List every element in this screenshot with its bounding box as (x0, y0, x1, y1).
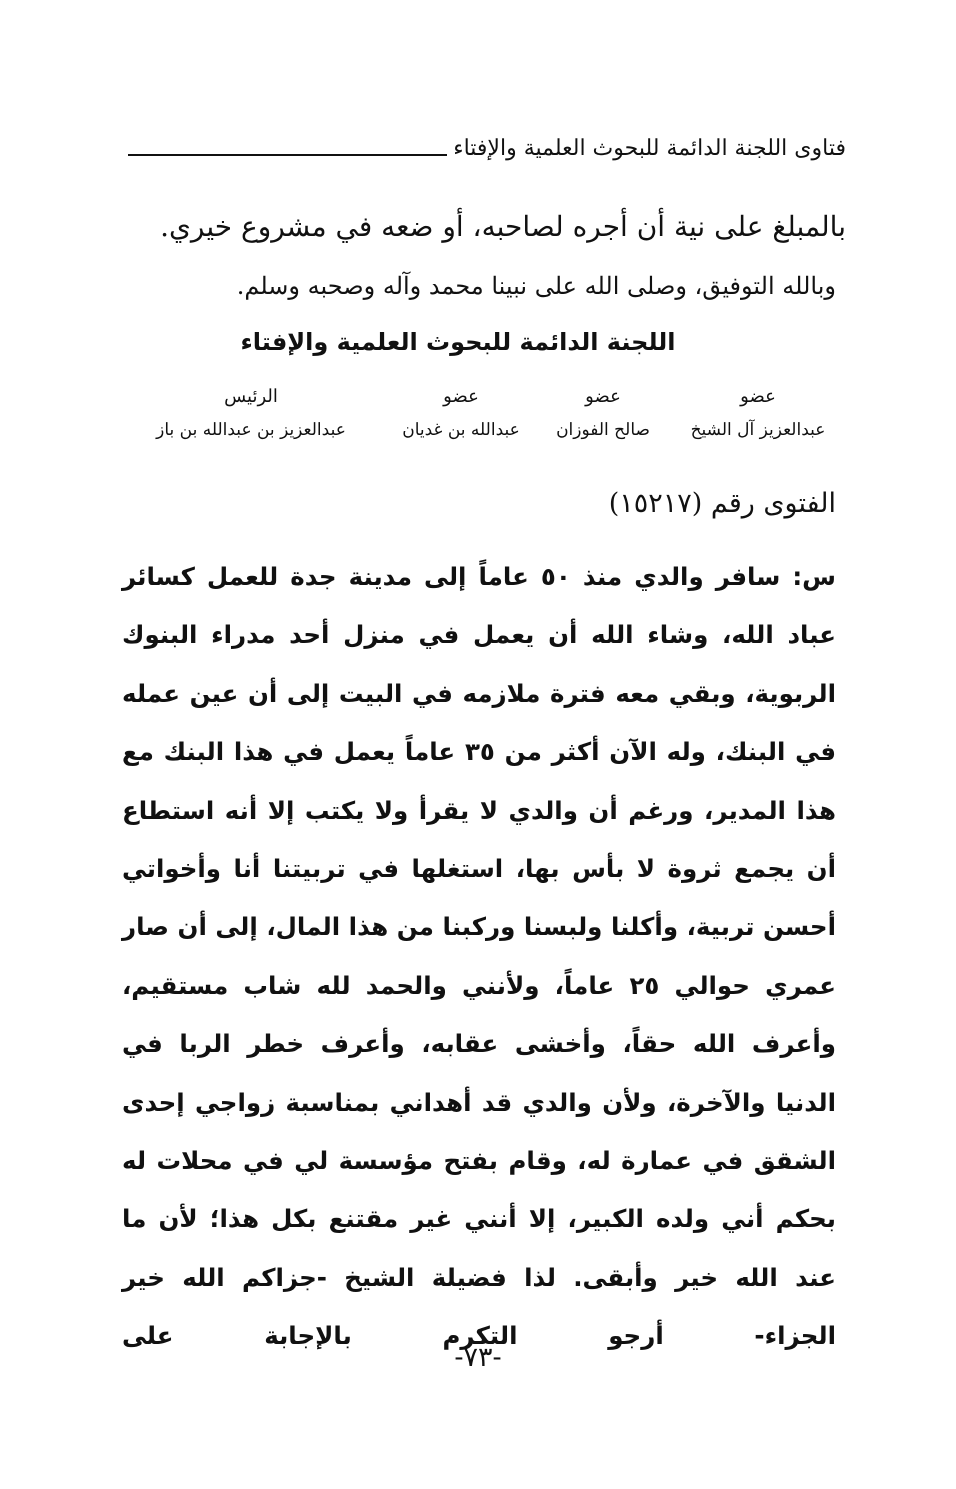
running-title: فتاوى اللجنة الدائمة للبحوث العلمية والإفتاء (453, 135, 846, 161)
signatory-role: عضو (585, 386, 621, 407)
previous-answer-line: بالمبلغ على نية أن أجره لصاحبه، أو ضعه في مشروع خيري. (160, 210, 846, 243)
signatory-role: الرئيس (224, 386, 278, 407)
signatories (120, 386, 838, 466)
signatory (538, 386, 668, 440)
signatory-name: عبدالعزيز بن عبدالله بن باز (156, 420, 346, 440)
signatory-name: صالح الفوزان (556, 420, 650, 440)
signatory (678, 386, 838, 440)
signatory-name: عبدالعزيز آل الشيخ (690, 420, 826, 440)
question-paragraph: س: سافر والدي منذ ٥٠ عاماً إلى مدينة جدة للعمل كسائر عباد الله، وشاء الله أن يعمل في منزل أحد مدراء البنوك الربوية، وبقي معه فترة ملازمه في البيت إلى أن عين عمله في البنك، وله الآن أكثر من ٣٥ عاماً يعمل في هذا البنك مع هذا المدير، ورغم أن والدي لا يقرأ ولا يكتب إلا أنه استطاع أن يجمع ثروة لا بأس بها، استغلها في تربيتنا أنا وأخواتي أحسن تربية، وأكلنا ولبسنا وركبنا من هذا المال، إلى أن صار عمري حوالي ٢٥ عاماً، ولأنني والحمد لله شاب مستقيم، وأعرف الله حقاً، وأخشى عقابه، وأعرف خطر الربا في الدنيا والآخرة، ولأن والدي قد أهداني بمناسبة زواجي إحدى الشقق في عمارة له، وقام بفتح مؤسسة لي في محلات له بحكم أني ولده الكبير، إلا أنني غير مقتنع بكل هذا؛ لأن ما عند الله خير وأبقى. لذا فضيلة الشيخ -جزاكم الله خير الجزاء- أرجو التكرم بالإجابة على (122, 562, 836, 1351)
signatory-name: عبدالله بن غديان (402, 420, 520, 440)
signatory (396, 386, 526, 440)
question-text (122, 548, 836, 1366)
fatwa-number: الفتوى رقم (١٥٢١٧) (608, 488, 836, 519)
signatory (120, 386, 382, 440)
page-number: -٧٣- (454, 1342, 502, 1373)
header-rule (128, 154, 447, 156)
committee-heading: اللجنة الدائمة للبحوث العلمية والإفتاء (240, 328, 676, 356)
signatory-role: عضو (740, 386, 776, 407)
running-header (128, 128, 846, 168)
closing-formula: وبالله التوفيق، وصلى الله على نبينا محمد وآله وصحبه وسلم. (236, 272, 836, 300)
signatory-role: عضو (443, 386, 479, 407)
